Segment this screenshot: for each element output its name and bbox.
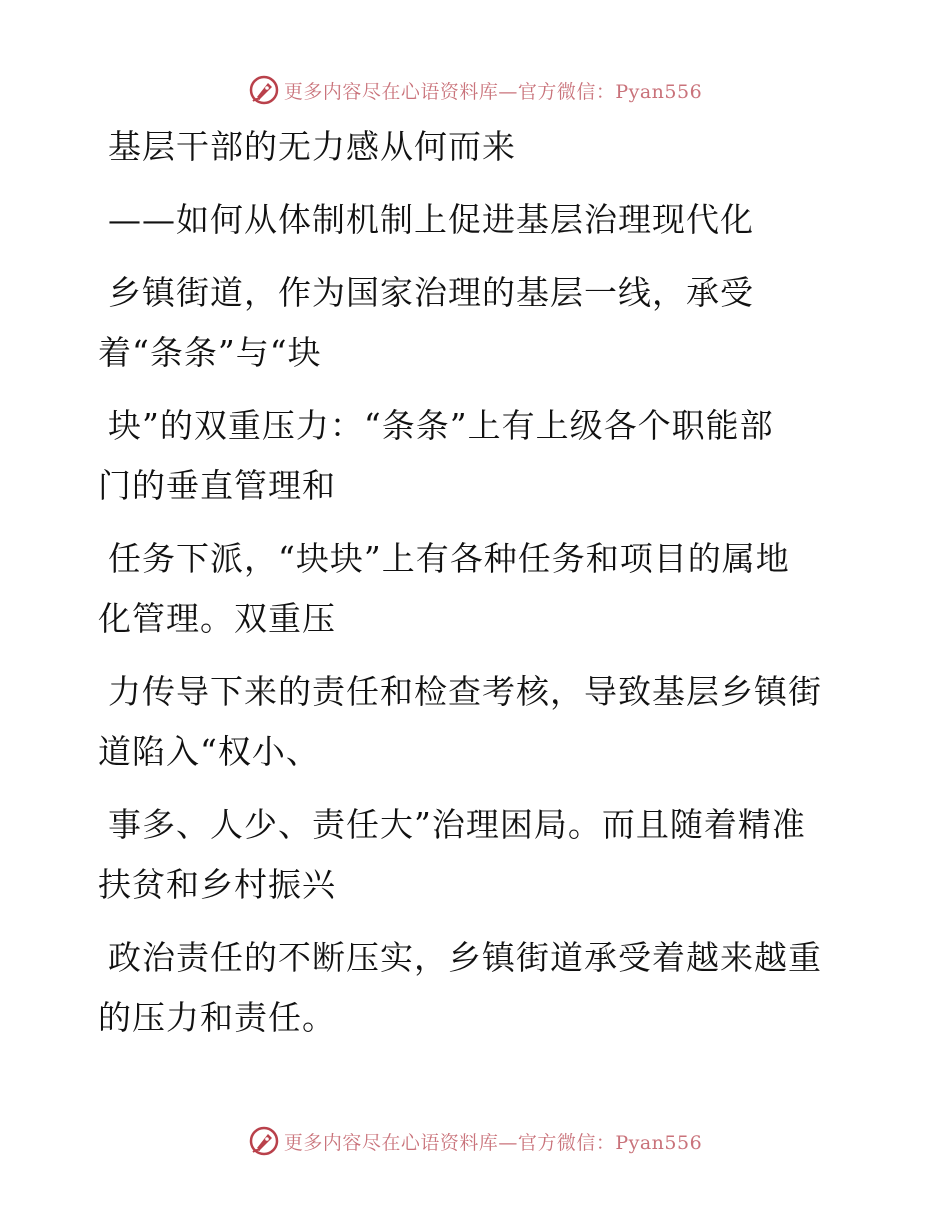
- paragraph-line: 任务下派，“块块”上有各种任务和项目的属地: [108, 539, 790, 578]
- paragraph-line: 门的垂直管理和: [98, 466, 336, 505]
- pen-nib-logo-icon: [248, 74, 280, 106]
- document-title: 基层干部的无力感从何而来: [108, 127, 516, 166]
- paragraph-line: 化管理。双重压: [98, 599, 336, 638]
- pen-nib-logo-icon: [248, 1125, 280, 1157]
- paragraph-line: 的压力和责任。: [98, 998, 336, 1037]
- document-subtitle: ——如何从体制机制上促进基层治理现代化: [108, 200, 754, 239]
- watermark-footer: [0, 1121, 950, 1161]
- watermark-header: [0, 70, 950, 110]
- watermark-text: 更多内容尽在心语资料库—官方微信：Pyan556: [283, 1131, 703, 1154]
- paragraph-line: 乡镇街道，作为国家治理的基层一线，承受: [108, 273, 754, 312]
- paragraph-line: 着“条条”与“块: [98, 333, 322, 372]
- paragraph-line: 政治责任的不断压实，乡镇街道承受着越来越重: [108, 938, 822, 977]
- watermark-text: 更多内容尽在心语资料库—官方微信：Pyan556: [283, 80, 703, 103]
- paragraph-line: 块”的双重压力：“条条”上有上级各个职能部: [108, 406, 774, 445]
- paragraph-line: 力传导下来的责任和检查考核，导致基层乡镇街: [108, 672, 822, 711]
- paragraph-line: 事多、人少、责任大”治理困局。而且随着精准: [108, 805, 806, 844]
- paragraph-line: 道陷入“权小、: [98, 732, 320, 771]
- paragraph-line: 扶贫和乡村振兴: [98, 865, 336, 904]
